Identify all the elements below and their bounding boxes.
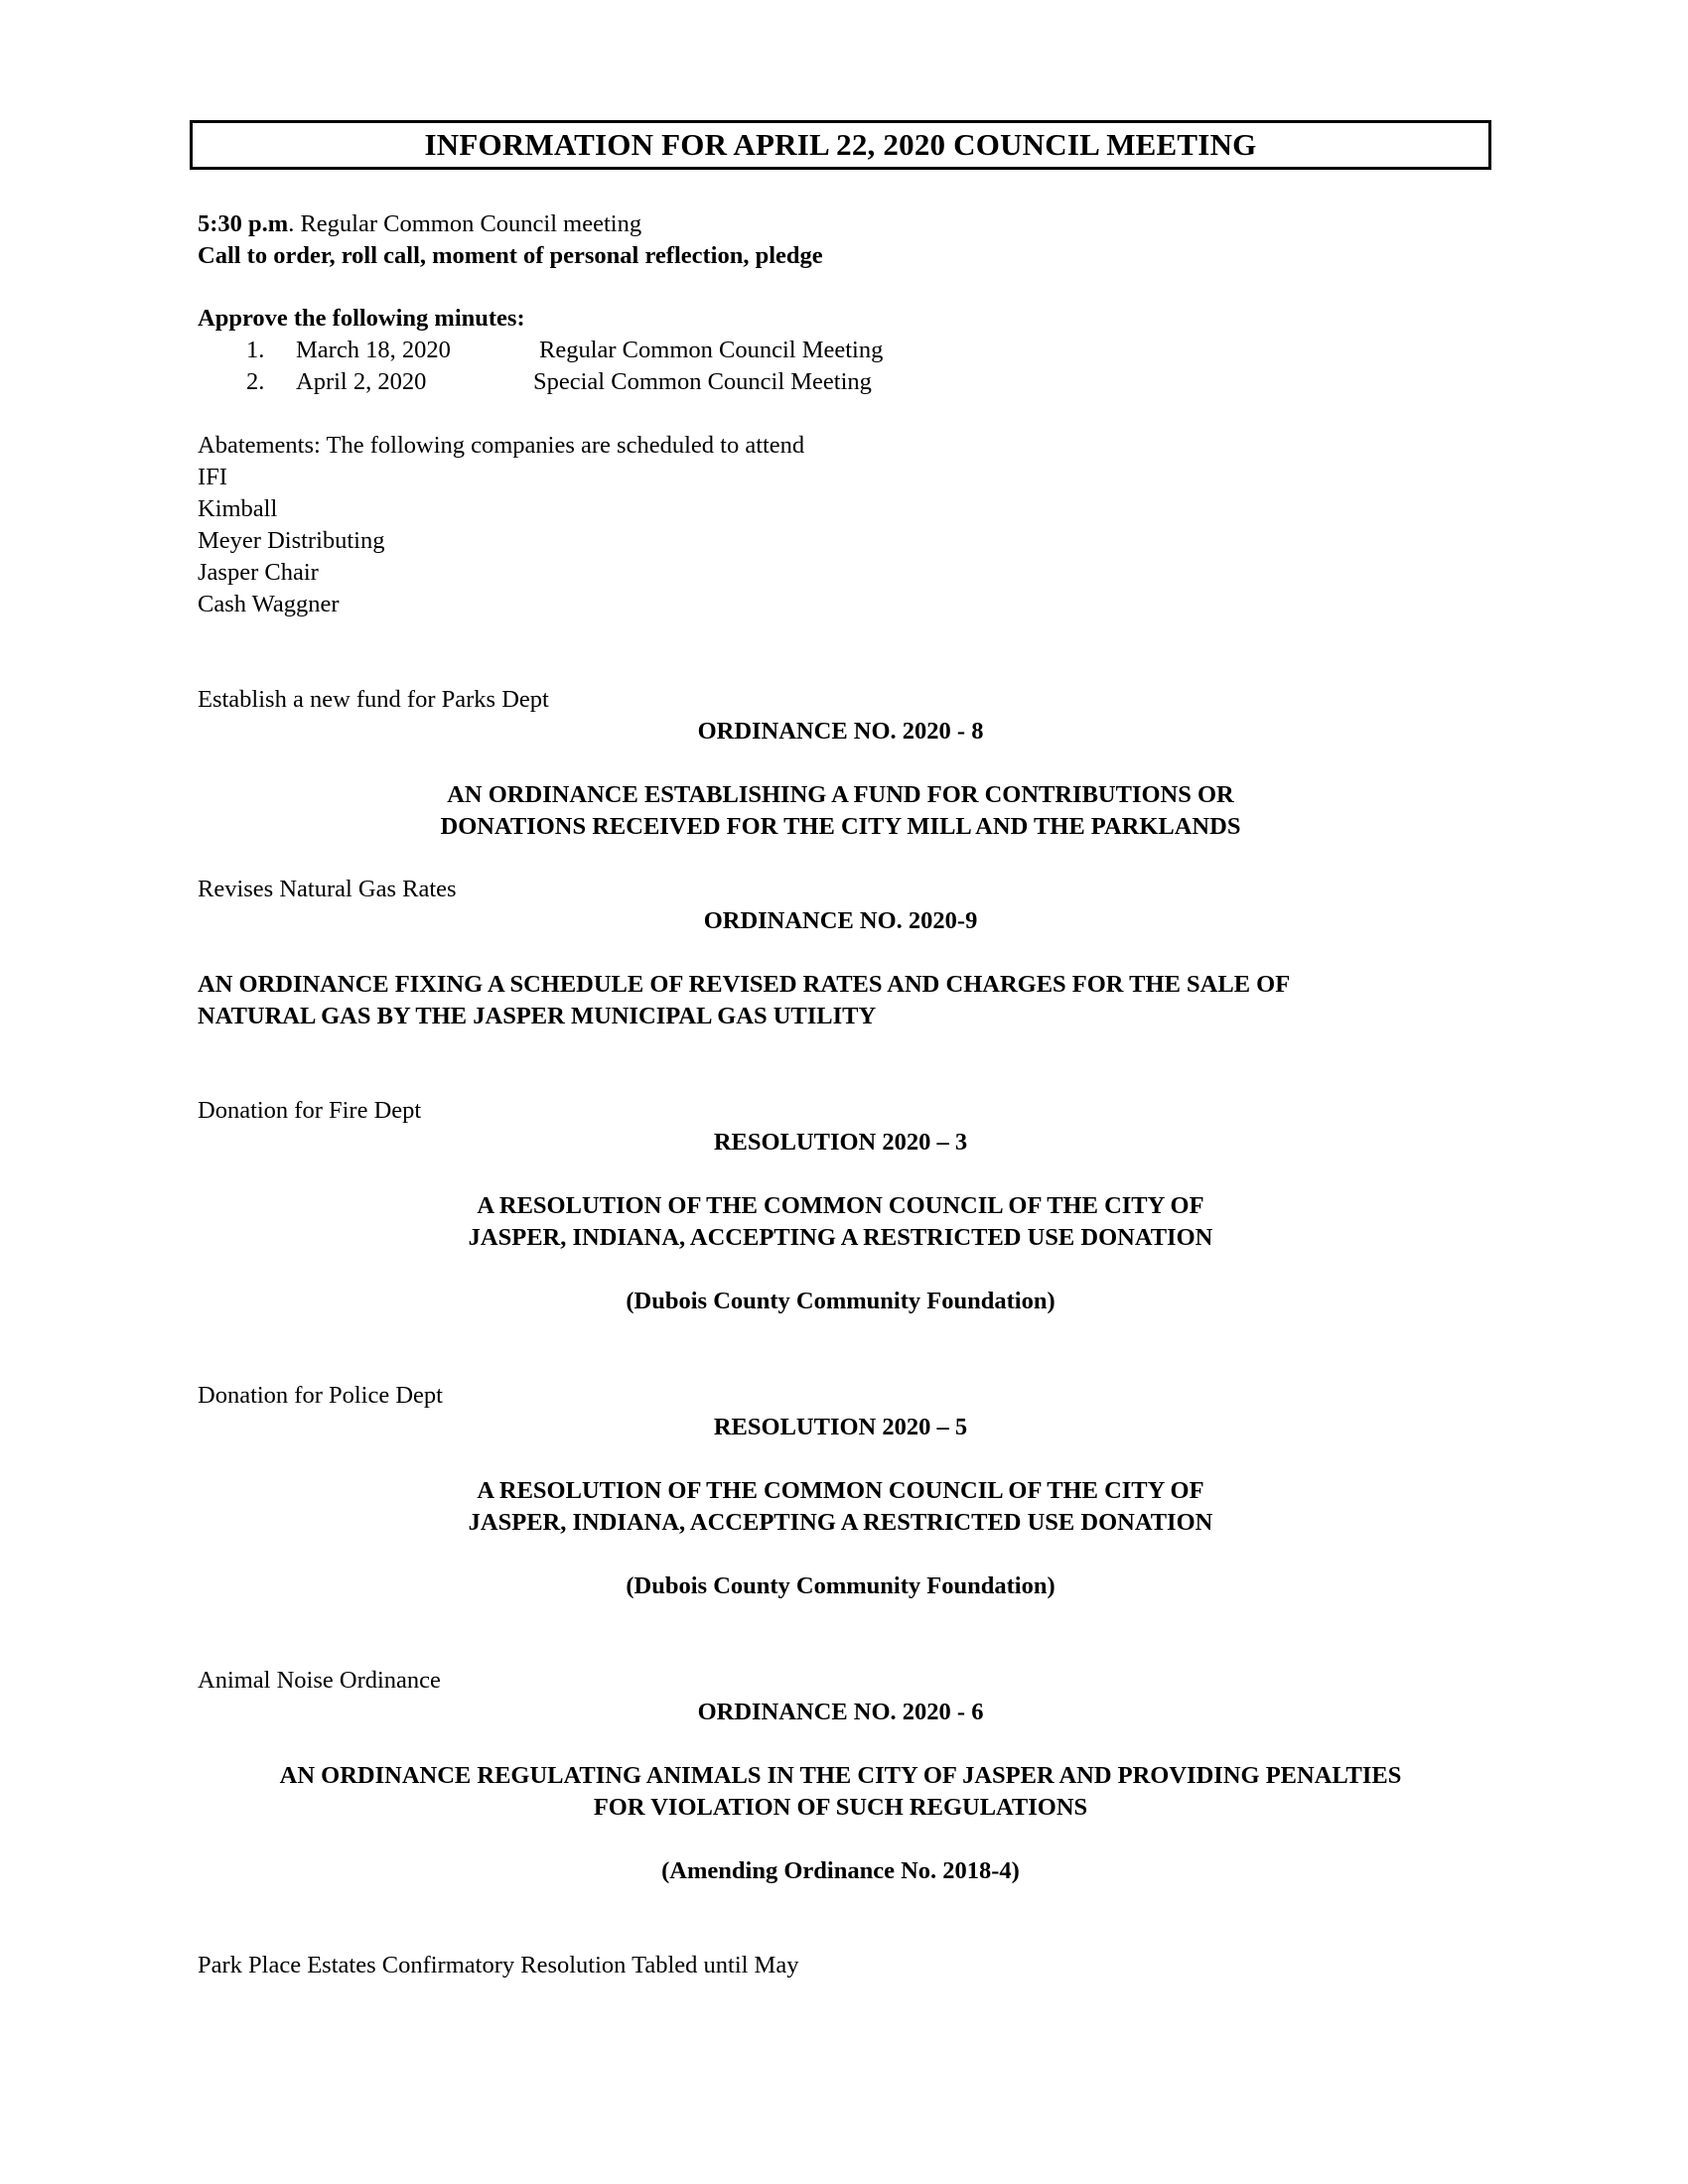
closing-note: Park Place Estates Confirmatory Resolution Tabled until May (198, 1952, 799, 1979)
abatement-company: Jasper Chair (198, 559, 319, 586)
abatement-company: Cash Waggner (198, 591, 340, 617)
resolution-title-line: JASPER, INDIANA, ACCEPTING A RESTRICTED USE DONATION (468, 1509, 1213, 1536)
minute-number: 1. (246, 337, 265, 363)
abatement-company: Meyer Distributing (198, 527, 385, 554)
resolution-title-line: A RESOLUTION OF THE COMMON COUNCIL OF THE CITY OF (477, 1477, 1204, 1504)
ordinance-title-line: NATURAL GAS BY THE JASPER MUNICIPAL GAS UTILITY (198, 1003, 877, 1029)
ordinance-number: ORDINANCE NO. 2020-9 (703, 907, 978, 934)
ordinance-title-line: AN ORDINANCE FIXING A SCHEDULE OF REVISED RATES AND CHARGES FOR THE SALE OF (198, 971, 1291, 998)
page-title-text: INFORMATION FOR APRIL 22, 2020 COUNCIL MEETING (424, 127, 1257, 162)
resolution-title-line: JASPER, INDIANA, ACCEPTING A RESTRICTED USE DONATION (468, 1224, 1213, 1251)
call-to-order: Call to order, roll call, moment of personal reflection, pledge (198, 242, 823, 269)
ordinance-title-line: AN ORDINANCE REGULATING ANIMALS IN THE CITY OF JASPER AND PROVIDING PENALTIES (279, 1762, 1402, 1789)
ordinance-subtitle: (Amending Ordinance No. 2018-4) (661, 1857, 1020, 1884)
opening-time-line (198, 209, 641, 239)
minutes-heading: Approve the following minutes: (198, 305, 525, 332)
agenda-item-note: Revises Natural Gas Rates (198, 876, 457, 902)
resolution-number: RESOLUTION 2020 – 3 (713, 1129, 968, 1156)
abatement-company: IFI (198, 464, 227, 490)
ordinance-number: ORDINANCE NO. 2020 - 8 (697, 718, 984, 745)
resolution-subtitle: (Dubois County Community Foundation) (626, 1288, 1055, 1314)
minute-number: 2. (246, 368, 265, 395)
ordinance-title-line: DONATIONS RECEIVED FOR THE CITY MILL AND THE PARKLANDS (440, 813, 1241, 840)
ordinance-title-line: FOR VIOLATION OF SUCH REGULATIONS (593, 1794, 1088, 1821)
agenda-item-note: Establish a new fund for Parks Dept (198, 686, 549, 713)
agenda-item-note: Animal Noise Ordinance (198, 1667, 441, 1694)
meeting-time: 5:30 p.m (198, 210, 289, 237)
resolution-number: RESOLUTION 2020 – 5 (713, 1414, 968, 1440)
minute-date: April 2, 2020 (296, 368, 427, 395)
abatement-company: Kimball (198, 495, 278, 522)
agenda-item-note: Donation for Police Dept (198, 1382, 443, 1409)
ordinance-title-line: AN ORDINANCE ESTABLISHING A FUND FOR CONTRIBUTIONS OR (447, 781, 1234, 808)
resolution-subtitle: (Dubois County Community Foundation) (626, 1572, 1055, 1599)
meeting-time-suffix: . Regular Common Council meeting (288, 210, 642, 237)
page-title (190, 120, 1491, 170)
resolution-title-line: A RESOLUTION OF THE COMMON COUNCIL OF THE CITY OF (477, 1192, 1204, 1219)
ordinance-number: ORDINANCE NO. 2020 - 6 (697, 1699, 984, 1725)
minute-description: Regular Common Council Meeting (539, 337, 884, 363)
abatements-heading: Abatements: The following companies are scheduled to attend (198, 432, 805, 459)
agenda-item-note: Donation for Fire Dept (198, 1097, 422, 1124)
minute-date: March 18, 2020 (296, 337, 451, 363)
minute-description: Special Common Council Meeting (533, 368, 872, 395)
